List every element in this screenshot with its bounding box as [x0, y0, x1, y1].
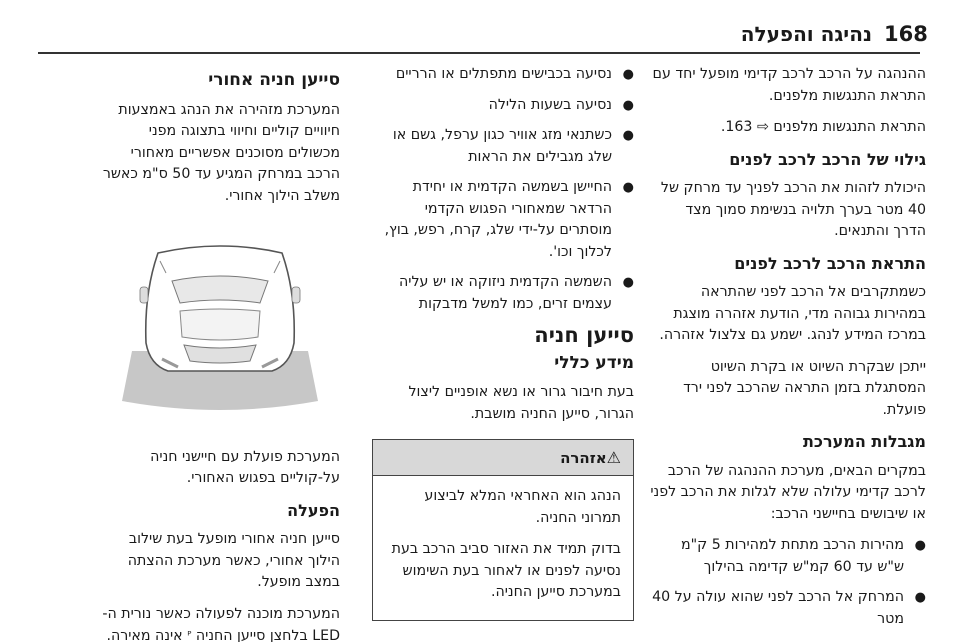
list-item: [372, 125, 634, 168]
list-item-text: המרחק אל הרכב לפני שהוא עולה על 40 מטר: [652, 589, 904, 627]
bullet-icon: ●: [622, 67, 634, 82]
rear-assist-paragraph: המערכת מזהירה את הנהג באמצעות חיוויים קוליים וחיווי בתצוגה מפני מכשולים מסוכנים אפשריים מאחורי הרכב במרחק המגיע עד 50 ס"מ כאשר משלב הילוך אחורי.: [102, 101, 340, 204]
bullet-icon: ●: [622, 275, 634, 290]
page-header: [0, 0, 960, 52]
list-item-text: החיישן בשמשה הקדמית או יחידת הרדאר שמאחורי הפגוש הקדמי מוסתרים על-ידי שלג, קרח, רפש, בוץ, לכלוך וכו'.: [384, 179, 612, 260]
general-paragraph: בעת חיבור גרור או נשא אופניים ליצול הגרור, סייען החניה מושבת.: [408, 384, 634, 422]
list-item-text: השמשה הקדמית ניזוקה או יש עליה עצמים זרים, כמו למשל מדבקות: [399, 274, 612, 312]
bullet-icon: ●: [622, 97, 634, 113]
list-item: [372, 95, 634, 117]
middle-column: [372, 64, 634, 621]
bullet-icon: ●: [622, 128, 634, 143]
intro-line-2: התראת התנגשות מלפנים.: [768, 87, 926, 104]
crossref-paragraph: [650, 117, 926, 139]
heading-activation: הפעלה: [287, 500, 340, 520]
bullet-icon: ●: [914, 590, 926, 605]
conditions-list: [372, 64, 634, 315]
warning-paragraph-2: בדוק תמיד את האזור סביב הרכב בעת נסיעה לפנים או לאחור בעת השימוש במערכת סייען החניה.: [391, 541, 621, 600]
heading-rear-parking-assist: סייען חניה אחורי: [208, 70, 340, 90]
activation-paragraph-2: [100, 604, 340, 642]
list-item: [372, 64, 634, 86]
limitations-list: [650, 535, 926, 630]
crossref-text: התראת התנגשות מלפנים: [773, 119, 926, 135]
warning-body: [373, 476, 633, 620]
bullet-icon: ●: [914, 538, 926, 553]
list-item: [372, 272, 634, 315]
list-item: [650, 535, 926, 578]
activation-text-before: המערכת מוכנה לפעולה כאשר נורית ה-LED בלחצן סייען החניה: [102, 605, 340, 642]
left-column: [100, 64, 340, 642]
list-item-text: נסיעה בכבישים מתפתלים או הרריים: [395, 66, 612, 82]
warning-paragraph-1: הנהג הוא האחראי המלא לביצוע תמרוני החניה.: [424, 488, 621, 526]
intro-line-1: ההנהגה על הרכב לרכב קדימי מופעל יחד עם: [652, 66, 926, 82]
running-head: נהיגה והפעלה: [740, 22, 872, 46]
list-item: [650, 587, 926, 630]
alert-paragraph-2: ייתכן שבקרת השיוט או בקרת השיוט המסתגלת בזמן התראה שהרכב לפני ירד פועלת.: [683, 358, 926, 418]
activation-text-after: אינה מאירה.: [106, 628, 183, 642]
list-item: [372, 177, 634, 263]
warning-box: [372, 439, 634, 621]
bullet-icon: ●: [622, 180, 634, 195]
heading-general-info: מידע כללי: [554, 352, 634, 373]
intro-paragraph: [650, 64, 926, 107]
heading-parking-assist: סייען חניה: [534, 323, 634, 347]
follow-paragraph: היכולת לזהות את הרכב לפניך עד מרחק של 40 מטר בערך תלויה בנשימת סמוך מצד הדרך והתנאים.: [660, 180, 926, 239]
figure-caption: המערכת פועלת עם חיישני חניה על-קוליים בפגוש האחורי.: [150, 448, 340, 486]
list-item-text: מהירות הרכב מתחת למהירות 5 ק"מ ש"ש עד 60 קמ"ש קדימה בהילוך: [681, 537, 904, 575]
warning-title: [373, 440, 633, 476]
car-sensor-illustration: [100, 233, 340, 419]
alert-paragraph-1: כשמתקרבים אל הרכב לפני שהתראה במהירות גבוהה מדי, הודעת אזהרה מוצגת במרכז המידע לנהג. ישמע גם צלצול אזהרה.: [659, 284, 926, 343]
warning-triangle-icon: ⚠: [606, 448, 621, 467]
car-top-view-icon: [140, 246, 300, 371]
parking-assist-icon: ᴾ: [187, 629, 192, 642]
right-column: [650, 64, 926, 639]
limitations-paragraph: במקרים הבאים, מערכת ההנהגה של הרכב לרכב קדימי עלולה שלא לגלות את הרכב לפני או שיבושים בחיישני הרכב:: [650, 462, 926, 522]
activation-paragraph-1: סייען חניה אחורי מופעל בעת שילוב הילוך אחורי, כאשר מערכת ההצתה במצב מופעל.: [127, 531, 340, 590]
crossref-arrow-icon: ⇨: [756, 119, 769, 135]
header-rule: [38, 52, 920, 54]
heading-alert: התראת הרכב לרכב לפנים: [734, 253, 926, 273]
heading-follow-detection: גילוי של הרכב לרכב לפנים: [729, 149, 926, 169]
warning-title-text: אזהרה: [560, 449, 607, 467]
page-number: 168: [884, 22, 928, 46]
list-item-text: נסיעה בשעות הלילה: [488, 96, 612, 113]
heading-limitations: מגבלות המערכת: [802, 432, 926, 451]
list-item-text: כשתנאי מזג אוויר כגון ערפל, גשם או שלג מגבילים את הראות: [392, 127, 612, 165]
crossref-link[interactable]: 163.: [720, 119, 753, 135]
